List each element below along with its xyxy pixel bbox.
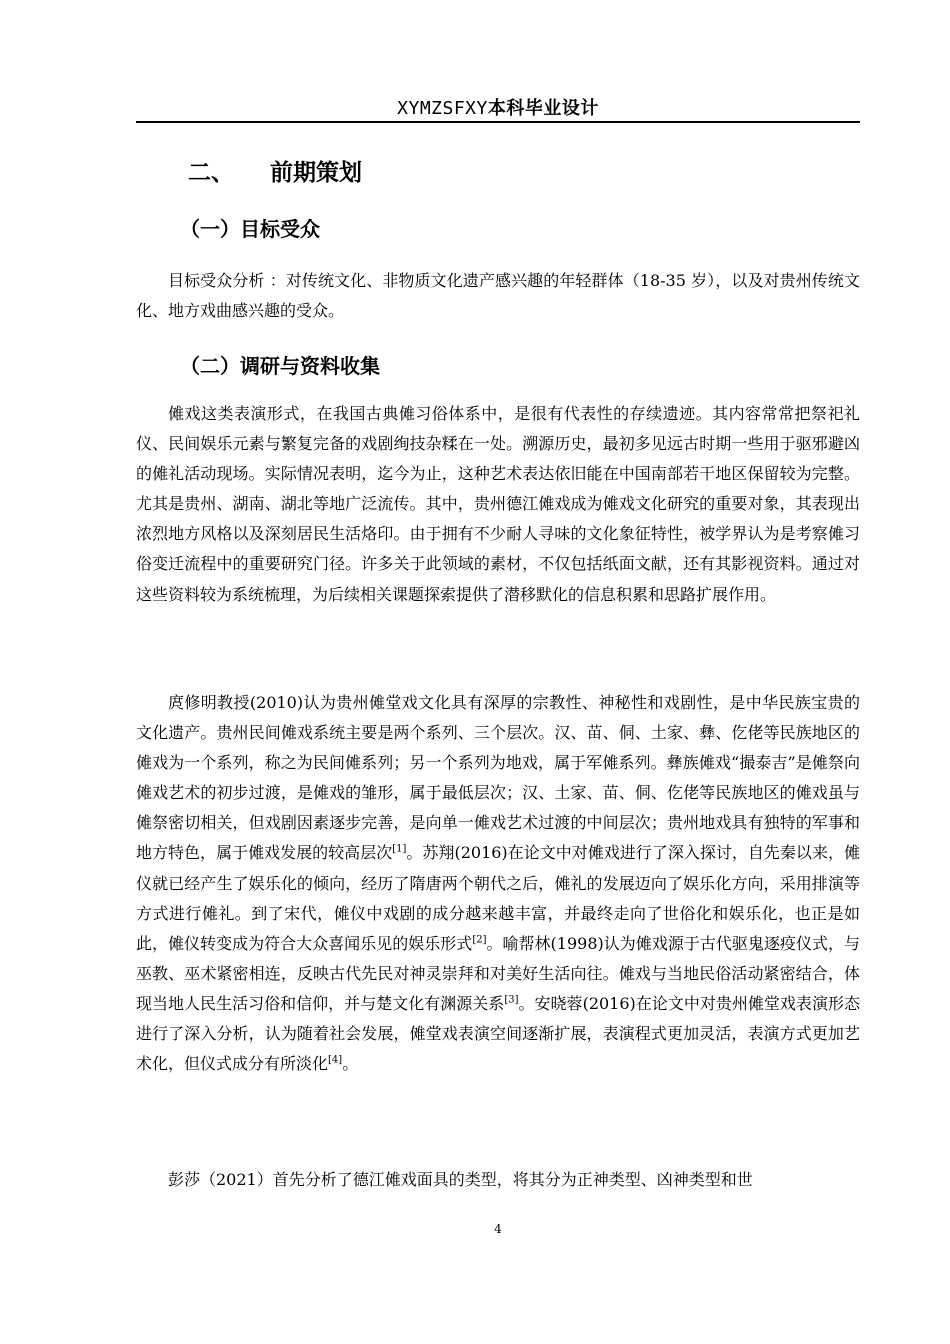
review-text-3: 。喻帮林(1998)认为傩戏源于古代驱鬼逐疫仪式，与巫教、巫术紧密相连，反映古代先民对神灵崇拜和对美好生活向往。傩戏与当地民俗活动紧密结合，体现当地人民生活习俗和信仰，并与楚文化有渊源关系 bbox=[136, 933, 860, 1013]
citation-4: [4] bbox=[328, 1054, 343, 1066]
header-title: 本科毕业设计 bbox=[487, 98, 599, 119]
subsection-heading-research: （二）调研与资料收集 bbox=[180, 354, 380, 378]
review-text-5: 。 bbox=[342, 1054, 359, 1074]
citation-1: [1] bbox=[392, 844, 407, 856]
paragraph-nuo-overview: 傩戏这类表演形式，在我国古典傩习俗体系中，是很有代表性的存续遗迹。其内容常常把祭祀礼仪、民间娱乐元素与繁复完备的戏剧绚技杂糅在一处。溯源历史，最初多见远古时期一些用于驱邪避凶的傩礼活动现场。实际情况表明，迄今为止，这种艺术表达依旧能在中国南部若干地区保留较为完整。尤其是贵州、湖南、湖北等地广泛流传。其中，贵州德江傩戏成为傩戏文化研究的重要对象，其表现出浓烈地方风格以及深刻居民生活烙印。由于拥有不少耐人寻味的文化象征特性，被学界认为是考察傩习俗变迁流程中的重要研究门径。许多关于此领域的素材，不仅包括纸面文献，还有其影视资料。通过对这些资料较为系统梳理，为后续相关课题探索提供了潜移默化的信息积累和思路扩展作用。 bbox=[136, 404, 860, 604]
citation-3: [3] bbox=[504, 994, 519, 1006]
page-header bbox=[136, 90, 860, 124]
paragraph-literature-review bbox=[136, 688, 860, 1079]
subsection-heading-target-audience: （一）目标受众 bbox=[180, 217, 320, 241]
paragraph-mask-types: 彭莎（2021）首先分析了德江傩戏面具的类型，将其分为正神类型、凶神类型和世 bbox=[168, 1170, 753, 1189]
section-heading bbox=[188, 154, 362, 187]
section-title: 前期策划 bbox=[270, 160, 362, 186]
paragraph-target-audience: 目标受众分析 ：对传统文化、非物质文化遗产感兴趣的年轻群体（18-35 岁），以及对贵州传统文化、地方戏曲感兴趣的受众。 bbox=[136, 271, 860, 321]
header-text bbox=[136, 94, 860, 120]
review-text-1: 庹修明教授(2010)认为贵州傩堂戏文化具有深厚的宗教性、神秘性和戏剧性，是中华民族宝贵的文化遗产。贵州民间傩戏系统主要是两个系列、三个层次。汉、苗、侗、土家、彝、仡佬等民族地区的傩戏为一个系列，称之为民间傩系列；另一个系列为地戏，属于军傩系列。彝族傩戏“撮泰吉”是傩祭向傩戏艺术的初步过渡，是傩戏的雏形，属于最低层次；汉、土家、苗、侗、仡佬等民族地区的傩戏虽与傩祭密切相关，但戏剧因素逐步完善，是向单一傩戏艺术过渡的中间层次；贵州地戏具有独特的军事和地方特色，属于傩戏发展的较高层次 bbox=[136, 693, 860, 863]
page-number: 4 bbox=[494, 1222, 502, 1236]
header-rule bbox=[136, 121, 860, 123]
section-number: 二、 bbox=[188, 160, 234, 186]
citation-2: [2] bbox=[472, 934, 487, 946]
review-text-4: 。安晓蓉(2016)在论文中对贵州傩堂戏表演形态进行了深入分析，认为随着社会发展，傩堂戏表演空间逐渐扩展，表演程式更加灵活，表演方式更加艺术化，但仪式成分有所淡化 bbox=[136, 993, 860, 1074]
review-text-2: 。苏翔(2016)在论文中对傩戏进行了深入探讨，自先秦以来，傩仪就已经产生了娱乐化的倾向，经历了隋唐两个朝代之后，傩礼的发展迈向了娱乐化方向，采用排演等方式进行傩礼。到了宋代，傩仪中戏剧的成分越来越丰富，并最终走向了世俗化和娱乐化，也正是如此，傩仪转变成为符合大众喜闻乐见的娱乐形式 bbox=[136, 843, 860, 953]
header-code: XYMZSFXY bbox=[397, 98, 488, 119]
